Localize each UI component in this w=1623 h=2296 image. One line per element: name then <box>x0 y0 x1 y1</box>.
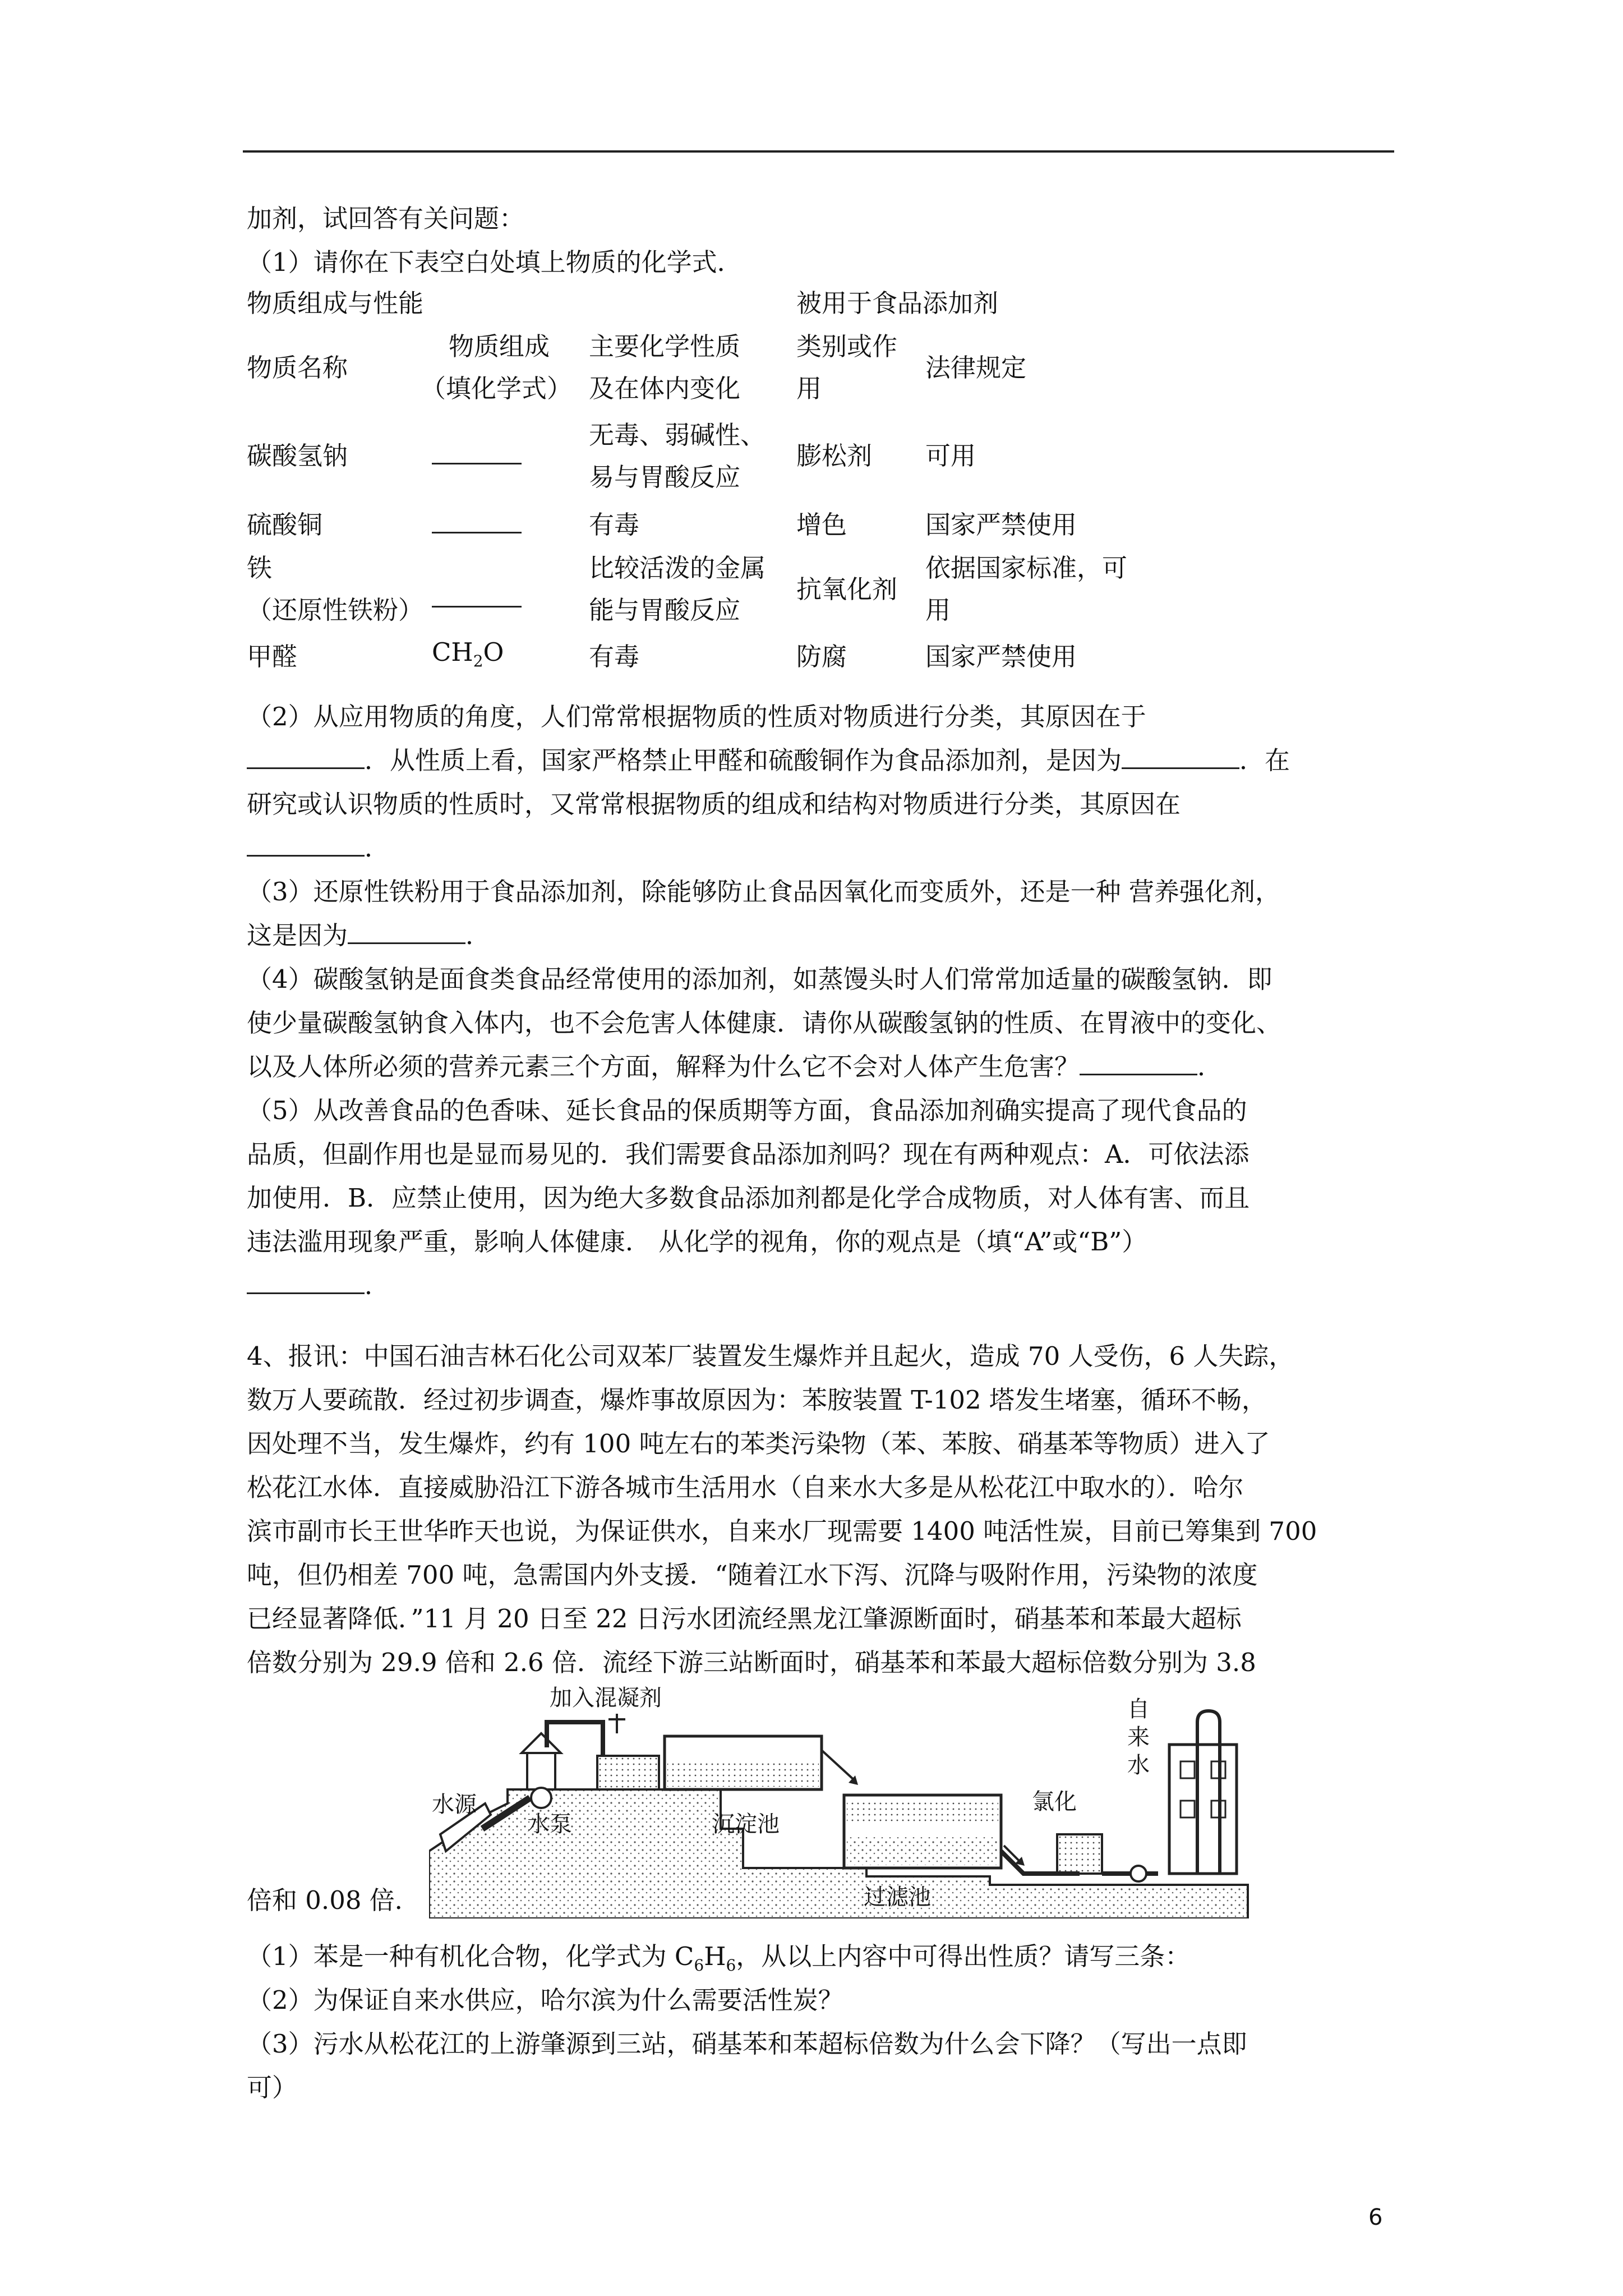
answer-blank <box>247 834 365 857</box>
answer-blank <box>1080 1052 1197 1075</box>
formula-blank <box>432 547 589 631</box>
question-2-line-1: （2）从应用物质的角度，人们常常根据物质的性质对物质进行分类，其原因在于 <box>247 702 1146 731</box>
row-law: 可用 <box>925 441 976 471</box>
page-number: 6 <box>1368 2205 1383 2230</box>
passage-line-5: 滨市副市长王世华昨天也说，为保证供水，自来水厂现需要 1400 吨活性炭，目前已筹集到 700 <box>247 1516 1317 1546</box>
sq1-sub-1: 6 <box>694 1956 704 1975</box>
sub-question-3-line-1: （3）污水从松花江的上游肇源到三站，硝基苯和苯超标倍数为什么会下降？（写出一点即 <box>247 2029 1247 2059</box>
row-formula: $CH_2O$ <box>432 637 504 670</box>
q2-text-end: ． <box>365 833 390 863</box>
header-use <box>796 325 925 409</box>
question-4-line-2: 使少量碳酸氢钠食入体内，也不会危害人体健康．请你从碳酸氢钠的性质、在胃液中的变化、 <box>247 1008 1282 1038</box>
question-4-line-3 <box>247 1046 1223 1088</box>
question-5-line-4: 违法滥用现象严重，影响人体健康． 从化学的视角，你的观点是（填“A”或“B”） <box>247 1227 1147 1257</box>
label-source: 水源 <box>432 1792 477 1818</box>
answer-blank <box>432 585 522 608</box>
question-1: （1）请你在下表空白处填上物质的化学式． <box>247 247 743 277</box>
row-law: 国家严禁使用 <box>925 509 1077 540</box>
ground <box>429 1789 1248 1918</box>
answer-blank <box>1122 746 1239 769</box>
passage-line-6: 吨，但仍相差 700 吨，急需国内外支援．“随着江水下泻、沉降与吸附作用，污染物的浓度 <box>247 1560 1258 1590</box>
answer-blank <box>247 1271 365 1294</box>
sq1-text-c: ，从以上内容中可得出性质？请写三条： <box>736 1941 1191 1971</box>
row-props-l2: 能与胃酸反应 <box>589 595 741 625</box>
pump-house <box>527 1750 555 1789</box>
sq1-text-b: H <box>704 1941 726 1971</box>
passage-line-4: 松花江水体．直接威胁沿江下游各城市生活用水（自来水大多是从松花江中取水的）．哈尔 <box>247 1473 1244 1502</box>
question-5-line-1: （5）从改善食品的色香味、延长食品的保质期等方面，食品添加剂确实提高了现代食品的 <box>247 1096 1247 1125</box>
row-use: 增色 <box>796 509 847 540</box>
question-4-line-1: （4）碳酸氢钠是面食类食品经常使用的添加剂，如蒸馒头时人们常常加适量的碳酸氢钠．即 <box>247 964 1272 994</box>
label-chlorine: 氯化 <box>1032 1789 1077 1815</box>
row-name: 甲醛 <box>247 642 298 671</box>
header-formula-l2: （填化学式） <box>421 374 573 403</box>
row-props-l1: 比较活泼的金属 <box>589 553 766 583</box>
header-law: 法律规定 <box>925 352 1027 383</box>
group-right-heading: 被用于食品添加剂 <box>796 288 999 318</box>
passage-line-8: 倍数分别为 29.9 倍和 2.6 倍．流经下游三站断面时，硝基苯和苯最大超标倍数分别为 3.8 <box>247 1648 1256 1677</box>
question-5-line-3: 加使用．B．应禁止使用，因为绝大多数食品添加剂都是化学合成物质，对人体有害、而且 <box>247 1183 1250 1213</box>
sub-question-3-line-2: 可） <box>247 2073 298 2102</box>
passage-line-7: 已经显著降低．”11 月 20 日至 22 日污水团流经黑龙江肇源断面时，硝基苯和苯最大超标 <box>247 1604 1242 1634</box>
question-3-line-1: （3）还原性铁粉用于食品添加剂，除能够防止食品因氧化而变质外，还是一种 营养强化剂， <box>247 877 1280 907</box>
label-filter: 过滤池 <box>864 1884 931 1910</box>
water-tower <box>1169 1745 1237 1874</box>
q4-text-b: ． <box>1197 1052 1223 1082</box>
group-left-heading: 物质组成与性能 <box>247 288 424 318</box>
question-5-line-2: 品质，但副作用也是显而易见的．我们需要食品添加剂吗？现在有两种观点：A．可依法添 <box>247 1139 1249 1169</box>
q5-text-end: ． <box>365 1271 390 1300</box>
formula-blank <box>432 409 589 502</box>
row-law-l2: 用 <box>925 595 951 625</box>
row-props-l1: 无毒、弱碱性、 <box>589 420 766 450</box>
table-row <box>247 502 1206 547</box>
header-props <box>589 325 796 409</box>
header-props-l1: 主要化学性质 <box>589 332 741 361</box>
question-2-line-3: 研究或认识物质的性质时，又常常根据物质的组成和结构对物质进行分类，其原因在 <box>247 789 1181 819</box>
intro-line: 加剂，试回答有关问题： <box>247 204 525 233</box>
pump-icon <box>531 1788 551 1808</box>
row-name: 碳酸氢钠 <box>247 441 348 471</box>
row-name <box>247 547 432 631</box>
answer-blank <box>432 441 522 464</box>
row-props <box>589 547 796 631</box>
passage-line-2: 数万人要疏散．经过初步调查，爆炸事故原因为：苯胺装置 T-102 塔发生堵塞，循环不畅， <box>247 1385 1267 1415</box>
answer-blank <box>247 746 365 769</box>
label-tap-1: 自 <box>1127 1696 1150 1722</box>
question-2-line-4 <box>247 827 390 869</box>
label-sediment: 沉淀池 <box>712 1811 780 1837</box>
row-use: 膨松剂 <box>796 441 873 471</box>
row-law-l1: 依据国家标准，可 <box>925 553 1128 583</box>
row-use: 抗氧化剂 <box>796 574 898 604</box>
row-props <box>589 409 796 502</box>
formula-blank <box>432 502 589 547</box>
q3-text-a: 这是因为 <box>247 921 348 950</box>
header-formula-l1: 物质组成 <box>449 332 550 361</box>
table-row <box>247 631 1206 682</box>
header-props-l2: 及在体内变化 <box>589 374 741 403</box>
question-2-line-2 <box>247 739 1290 781</box>
passage-line-1: 4、报讯：中国石油吉林石化公司双苯厂装置发生爆炸并且起火，造成 70 人受伤，6 人失踪， <box>247 1341 1294 1371</box>
table-row <box>247 547 1206 631</box>
row-props: 有毒 <box>589 509 640 540</box>
row-props-l2: 易与胃酸反应 <box>589 462 741 492</box>
header-name: 物质名称 <box>247 352 348 383</box>
table-row <box>247 409 1206 502</box>
q2-text-b: ．在 <box>1239 746 1290 775</box>
sub-question-2: （2）为保证自来水供应，哈尔滨为什么需要活性炭？ <box>247 1985 843 2015</box>
header-rule <box>243 150 1394 153</box>
label-coagulant: 加入混凝剂 <box>550 1685 662 1711</box>
mixing-tank <box>597 1756 659 1789</box>
row-law <box>925 547 1206 631</box>
answer-blank <box>432 510 522 533</box>
passage-line-3: 因处理不当，发生爆炸，约有 100 吨左右的苯类污染物（苯、苯胺、硝基苯等物质）进入了 <box>247 1429 1270 1458</box>
sq1-text-a: （1）苯是一种有机化合物，化学式为 C <box>247 1941 694 1971</box>
label-pump: 水泵 <box>527 1811 572 1837</box>
header-use-l2: 用 <box>796 374 822 403</box>
label-tap-3: 水 <box>1127 1752 1150 1778</box>
question-5-line-5 <box>247 1264 390 1306</box>
chlorination-tank <box>1057 1834 1102 1874</box>
row-use: 防腐 <box>796 642 847 671</box>
sq1-sub-2: 6 <box>726 1956 736 1975</box>
row-law: 国家严禁使用 <box>925 642 1077 671</box>
water-treatment-diagram <box>429 1683 1276 1918</box>
q3-text-b: ． <box>465 921 491 950</box>
row-name-l2: （还原性铁粉） <box>247 595 424 625</box>
answer-blank <box>348 921 465 944</box>
q2-text-a: ．从性质上看，国家严格禁止甲醛和硫酸铜作为食品添加剂，是因为 <box>365 746 1122 775</box>
row-name: 硫酸铜 <box>247 509 323 540</box>
header-formula <box>421 325 589 409</box>
passage-line-9: 倍和 0.08 倍． <box>247 1885 420 1915</box>
row-name-l1: 铁 <box>247 553 273 583</box>
row-props: 有毒 <box>589 642 640 671</box>
label-tap-2: 来 <box>1127 1724 1150 1750</box>
additive-table <box>247 280 1206 682</box>
header-use-l1: 类别或作 <box>796 332 898 361</box>
question-3-line-2 <box>247 914 491 956</box>
q4-text-a: 以及人体所必须的营养元素三个方面，解释为什么它不会对人体产生危害？ <box>247 1052 1080 1082</box>
